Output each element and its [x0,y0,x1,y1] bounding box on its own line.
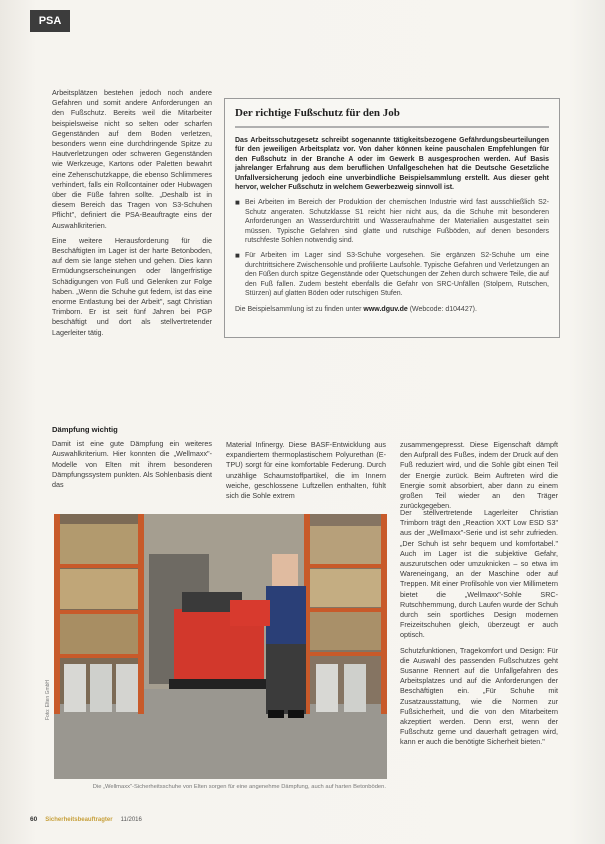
subheading: Dämpfung wichtig [52,425,118,434]
article-column-left [52,88,212,343]
article-paragraph: Der stellvertretende Lagerleiter Christian Trimborn trägt den „Reaction XXT Low ESD S3" aus der „Wellmaxx"-Serie und ist sehr zufrieden. „Der Schuh ist sehr bequem und komfortabel." Auch im Lager ist die subjektive Gefahr, auszurutschen oder umzuknicken – so etwa im Wareneingang, an der Maschine oder auf Treppen. Mit einer Profilsohle von vier Millimetern bietet die „Wellmaxx"-Sohle SRC-Rutschhemmung, durch Laufen wurde der Schuh durch sein sportliches Design modernen Freizeitschuhen gleich, überzeugt er auch optisch. [400,508,558,640]
divider [235,126,549,128]
warehouse-photo [54,514,387,779]
bullet-icon: ■ [235,251,240,261]
list-item-text: Bei Arbeiten im Bereich der Produktion der chemischen Industrie wird fast ausschließlich S2-Schutz angeraten. Schutzklasse S1 reicht hier nicht aus, da die Schuhe mit besonderen Anforderungen an Wasserdurchtritt und Wasseraufnahme der Materialien ausgestattet sein müssen. Typische Gefahren sind glatte und rutschige Fußböden, auf denen besonders rutschfeste Sohlen notwendig sind. [245,199,549,245]
article-column-right-lower [400,508,558,753]
magazine-name: Sicherheitsbeauftragter [45,817,113,823]
reference-link[interactable]: www.dguv.de [363,305,408,313]
article-column-middle [226,440,386,506]
info-box [224,98,560,338]
page-number: 60 [30,816,38,823]
reference-tail: (Webcode: d104427). [407,305,477,313]
list-item [235,251,549,298]
article-paragraph: Eine weitere Herausforderung für die Beschäftigten im Lager ist der harte Betonboden, auf dem sie lange stehen und gehen. Dies kann Ermüdungserscheinungen oder längerfristige Schädigungen von Fuß und Gelenken zur Folge haben. „Wenn die Schuhe gut federn, ist das eine enorme Entlastung bei der Arbeit", sagt Christian Trimborn. Er ist seit fünf Jahren bei PGP beschäftigt und dort als stellvertretender Lagerleiter tätig. [52,235,212,337]
article-paragraph: zusammengepresst. Diese Eigenschaft dämpft den Aufprall des Fußes, indem der Druck auf den Fuß reduziert wird, und die Sohle gibt einen Teil der Energie zurück. Beim Auftreten wird die Energie somit absorbiert, aber dann zu einem großen Teil wieder an den Träger zurückgegeben. [400,440,558,511]
article-paragraph: Damit ist eine gute Dämpfung ein weiteres Auswahlkriterium. Hier konnten die „Wellmaxx"-Modelle von Elten mit ihrem besonderen Dämpfungssystem punkten. Als Sohlenbasis dient das [52,439,212,490]
info-box-title: Der richtige Fußschutz für den Job [235,107,400,119]
reference-text: Die Beispielsammlung ist zu finden unter [235,305,364,313]
info-box-reference [235,305,549,314]
list-item [235,198,549,245]
section-tag: PSA [30,10,70,32]
page-footer [30,816,142,823]
info-box-list [235,198,549,298]
list-item-text: Für Arbeiten im Lager sind S3-Schuhe vorgesehen. Sie ergänzen S2-Schuhe um eine durchtrittsichere Zwischensohle und profilierte Laufsohle. Typische Gefahren und Verletzungen an den Füßen durch spitze Gegenstände oder Quetschungen der Zehen durch schwere Teile, die auf den Fuß fallen. Zudem besteht ebenfalls die Gefahr von SRC-Unfällen (Stolpern, Rutschen, Stürzen) auf glatten Böden oder rutschigen Stufen. [245,252,549,298]
article-column-left-lower [52,418,212,495]
photo-credit: Foto: Elten GmbH [45,679,51,720]
article-paragraph: Material Infinergy. Diese BASF-Entwicklung aus expandiertem thermoplastischem Polyurethan (E-TPU) sorgt für eine komfortable Federung. Durch unzählige Schaumstoffpartikel, die im Innern weiche, geschlossene Luftzellen enthalten, fühlt sich die Sohle extrem [226,440,386,501]
photo-caption: Die „Wellmaxx"-Sicherheitsschuhe von Elten sorgen für eine angenehme Dämpfung, auch auf harten Betonböden. [92,784,386,790]
warehouse-illustration [54,514,387,779]
article-paragraph: Arbeitsplätzen bestehen jedoch noch andere Gefahren und somit andere Anforderungen an den Fußschutz. Bereits weil die Mitarbeiter beispielsweise nicht so selten oder scharfen Gegenständen auf dem Boden verletzen, besonders wenn eine durchdringende Spitze zu Hautverletzungen oder schweren Gegenständen wie Werkzeuge, Kartons oder Paletten bewahrt eine Zehenschutzkappe, die ebenso Schlimmeres verhindert, falls ein Rollcontainer oder Hubwagen über die Füße fahren sollte. „Deshalb ist in diesem Bereich das Tragen von S3-Schuhen Pflicht", definiert die PSA-Beauftragte eins der Auswahlkriterien. [52,88,212,230]
article-paragraph: Schutzfunktionen, Tragekomfort und Design: Für die Auswahl des passenden Fußschutzes geht Susanne Rennert auf die Unfallgefahren des Arbeitsplatzes und auf die Anforderungen der Beschäftigten ein. „Für Schuhe mit Zusatzausstattung, wie die Normen zur Fußsicherheit, und die von den Mitarbeitern akzeptiert werden. Denn erst, wenn der Fußschutz gerne und dauerhaft getragen wird, kann er auch die benötigte Sicherheit bieten." [400,645,558,747]
issue-number: 11/2016 [120,817,142,823]
info-box-lead: Das Arbeitsschutzgesetz schreibt sogenannte tätigkeitsbezogene Gefährdungsbeurteilungen für den jeweiligen Arbeitsplatz vor. Von daher können keine pauschalen Empfehlungen für den Fußschutz in der Branche A oder im Gewerk B ausgesprochen werden. Auf Basis jahrelanger Erfahrung aus dem beruflichen Unfallgeschehen hat die Deutsche Gesetzliche Unfallversicherung jedoch eine unverbindliche Beispielsammlung erstellt. Aus dieser geht hervor, welcher Fußschutz in welchem Gewerbezweig sinnvoll ist. [235,137,549,192]
bullet-icon: ■ [235,198,240,208]
article-column-right [400,440,558,516]
